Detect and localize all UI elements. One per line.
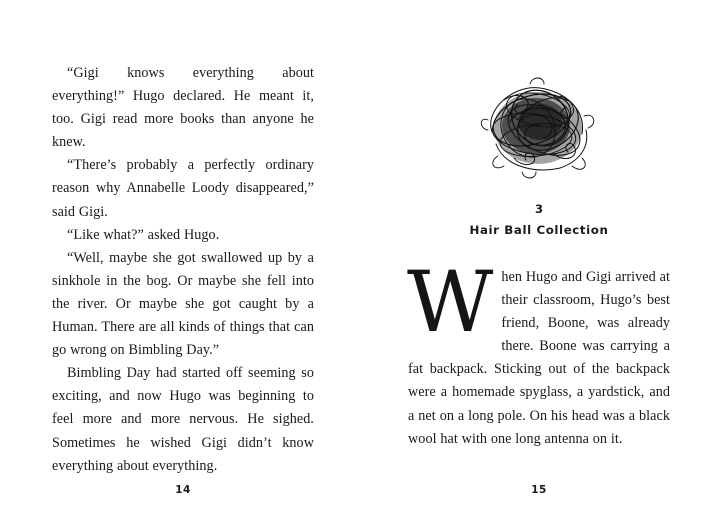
- page-number: 14: [175, 484, 191, 496]
- paragraph: “Like what?” asked Hugo.: [67, 226, 220, 243]
- right-page-text: [407, 253, 670, 451]
- drop-cap: W: [407, 253, 494, 351]
- paragraph: “Gigi knows everything about everything!” Hugo declared. He meant it, too. Gigi read more books than anyone he knew.: [52, 65, 314, 151]
- page-number: 15: [531, 484, 547, 496]
- opening-paragraph-text: hen Hugo and Gigi arrived at their classroom, Hugo’s best friend, Boone, was already there. Boone was carrying a fat backpack. Sticking out of the backpack were a homemade spyglass, a yardstick, and a net on a long pole. On his head was a black wool hat with one long antenna on it.: [408, 269, 670, 447]
- chapter-title: Hair Ball Collection: [469, 223, 609, 237]
- left-page: [52, 0, 314, 524]
- hair-ball-illustration: [474, 70, 602, 190]
- paragraph: “Well, maybe she got swallowed up by a sinkhole in the bog. Or maybe she fell into the river. Or maybe she got caught by a Human. There are all kinds of things that can go wrong on Bimbling Day.”: [52, 249, 314, 359]
- opening-paragraph: [407, 253, 670, 451]
- right-page: [408, 0, 670, 524]
- chapter-number: 3: [534, 202, 543, 216]
- paragraph: Bimbling Day had started off seeming so exciting, and now Hugo was beginning to feel more and more nervous. He sighed. Sometimes he wished Gigi didn’t know everything about everything.: [52, 365, 314, 474]
- paragraph: “There’s probably a perfectly ordinary reason why Annabelle Loody disappeared,” said Gigi.: [52, 157, 314, 220]
- left-page-text: [52, 62, 314, 478]
